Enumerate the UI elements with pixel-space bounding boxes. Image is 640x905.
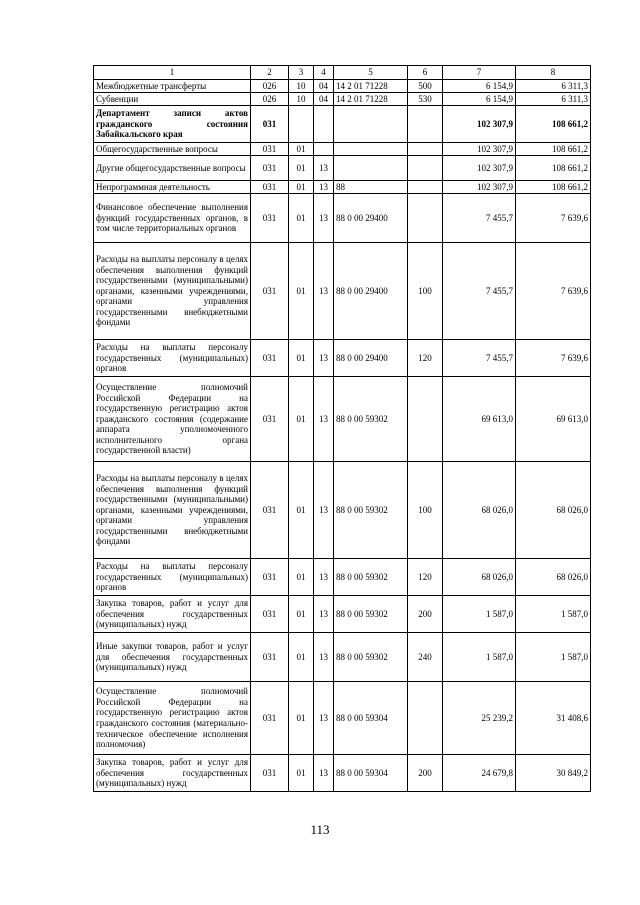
row-name-cell: Субвенции <box>94 93 251 106</box>
amount-year2-cell: 6 311,3 <box>516 80 591 93</box>
chapter-code-cell: 031 <box>251 156 289 181</box>
amount-year1-cell: 102 307,9 <box>443 143 516 156</box>
amount-year2-cell: 68 026,0 <box>516 462 591 559</box>
amount-year1-cell: 7 455,7 <box>443 194 516 243</box>
section-cell: 10 <box>289 80 314 93</box>
table-row <box>94 682 591 755</box>
subsection-cell: 04 <box>314 93 334 106</box>
amount-year1-cell: 6 154,9 <box>443 80 516 93</box>
table-row <box>94 106 591 143</box>
table-row <box>94 181 591 194</box>
target-article-cell: 88 <box>334 181 408 194</box>
row-name-cell: Финансовое обеспечение выполнения функций государственных органов, в том числе территориальных органов <box>94 194 251 243</box>
amount-year1-cell: 7 455,7 <box>443 340 516 377</box>
amount-year2-cell: 108 661,2 <box>516 181 591 194</box>
row-name-cell: Непрограммная деятельность <box>94 181 251 194</box>
expense-type-cell <box>408 181 443 194</box>
target-article-cell: 88 0 00 59302 <box>334 559 408 596</box>
page-number: 113 <box>310 822 330 837</box>
target-article-cell: 88 0 00 29400 <box>334 340 408 377</box>
section-cell: 01 <box>289 755 314 792</box>
chapter-code-cell: 031 <box>251 682 289 755</box>
amount-year2-cell: 31 408,6 <box>516 682 591 755</box>
subsection-cell: 13 <box>314 194 334 243</box>
row-name-cell: Расходы на выплаты персоналу в целях обеспечения выполнения функций государственными (муниципальными) органами, казенными учреждениями, органами управления государственными внебюджетными фондами <box>94 462 251 559</box>
subsection-cell: 13 <box>314 181 334 194</box>
table-row <box>94 633 591 682</box>
chapter-code-cell: 031 <box>251 633 289 682</box>
subsection-cell: 13 <box>314 596 334 633</box>
expense-type-cell: 500 <box>408 80 443 93</box>
target-article-cell: 88 0 00 59302 <box>334 462 408 559</box>
section-cell: 01 <box>289 559 314 596</box>
amount-year1-cell: 102 307,9 <box>443 156 516 181</box>
subsection-cell: 13 <box>314 377 334 462</box>
section-cell: 01 <box>289 340 314 377</box>
subsection-cell: 13 <box>314 682 334 755</box>
chapter-code-cell: 031 <box>251 143 289 156</box>
header-cell: 2 <box>251 66 289 80</box>
header-cell: 6 <box>408 66 443 80</box>
target-article-cell: 14 2 01 71228 <box>334 80 408 93</box>
target-article-cell <box>334 143 408 156</box>
expense-type-cell <box>408 143 443 156</box>
amount-year1-cell: 1 587,0 <box>443 633 516 682</box>
chapter-code-cell: 031 <box>251 377 289 462</box>
target-article-cell: 14 2 01 71228 <box>334 93 408 106</box>
subsection-cell: 13 <box>314 559 334 596</box>
target-article-cell: 88 0 00 29400 <box>334 243 408 340</box>
subsection-cell <box>314 143 334 156</box>
target-article-cell: 88 0 00 59304 <box>334 682 408 755</box>
table-body <box>94 66 591 792</box>
amount-year1-cell: 25 239,2 <box>443 682 516 755</box>
section-cell: 01 <box>289 156 314 181</box>
amount-year1-cell: 7 455,7 <box>443 243 516 340</box>
section-cell: 01 <box>289 633 314 682</box>
section-cell: 01 <box>289 181 314 194</box>
header-cell: 7 <box>443 66 516 80</box>
section-cell: 01 <box>289 194 314 243</box>
amount-year1-cell: 102 307,9 <box>443 181 516 194</box>
table-row <box>94 80 591 93</box>
amount-year2-cell: 108 661,2 <box>516 156 591 181</box>
header-cell: 5 <box>334 66 408 80</box>
subsection-cell: 13 <box>314 340 334 377</box>
header-row <box>94 66 591 80</box>
amount-year2-cell: 6 311,3 <box>516 93 591 106</box>
chapter-code-cell: 031 <box>251 755 289 792</box>
subsection-cell: 13 <box>314 633 334 682</box>
table-row <box>94 93 591 106</box>
row-name-cell: Иные закупки товаров, работ и услуг для обеспечения государственных (муниципальных) нужд <box>94 633 251 682</box>
subsection-cell: 13 <box>314 755 334 792</box>
amount-year2-cell: 7 639,6 <box>516 194 591 243</box>
chapter-code-cell: 031 <box>251 106 289 143</box>
row-name-cell: Закупка товаров, работ и услуг для обеспечения государственных (муниципальных) нужд <box>94 596 251 633</box>
section-cell: 01 <box>289 143 314 156</box>
expense-type-cell: 100 <box>408 243 443 340</box>
table-row <box>94 755 591 792</box>
table-row <box>94 559 591 596</box>
section-cell: 10 <box>289 93 314 106</box>
expense-type-cell <box>408 682 443 755</box>
amount-year2-cell: 7 639,6 <box>516 340 591 377</box>
chapter-code-cell: 031 <box>251 596 289 633</box>
amount-year2-cell: 69 613,0 <box>516 377 591 462</box>
expense-type-cell: 530 <box>408 93 443 106</box>
chapter-code-cell: 031 <box>251 340 289 377</box>
expense-type-cell: 100 <box>408 462 443 559</box>
row-name-cell: Расходы на выплаты персоналу в целях обеспечения выполнения функций государственными (муниципальными) органами, казенными учреждениями, органами управления государственными внебюджетными фондами <box>94 243 251 340</box>
table-row <box>94 377 591 462</box>
subsection-cell <box>314 106 334 143</box>
chapter-code-cell: 026 <box>251 80 289 93</box>
header-cell: 4 <box>314 66 334 80</box>
chapter-code-cell: 031 <box>251 194 289 243</box>
expense-type-cell: 240 <box>408 633 443 682</box>
target-article-cell: 88 0 00 29400 <box>334 194 408 243</box>
subsection-cell: 13 <box>314 156 334 181</box>
amount-year2-cell: 1 587,0 <box>516 596 591 633</box>
row-name-cell: Расходы на выплаты персоналу государственных (муниципальных) органов <box>94 340 251 377</box>
target-article-cell: 88 0 00 59302 <box>334 596 408 633</box>
amount-year1-cell: 68 026,0 <box>443 559 516 596</box>
table-row <box>94 462 591 559</box>
budget-table <box>93 65 591 792</box>
amount-year1-cell: 24 679,8 <box>443 755 516 792</box>
section-cell <box>289 106 314 143</box>
row-name-cell: Другие общегосударственные вопросы <box>94 156 251 181</box>
header-cell: 8 <box>516 66 591 80</box>
row-name-cell: Межбюджетные трансферты <box>94 80 251 93</box>
table-row <box>94 243 591 340</box>
expense-type-cell: 200 <box>408 596 443 633</box>
chapter-code-cell: 031 <box>251 462 289 559</box>
amount-year2-cell: 7 639,6 <box>516 243 591 340</box>
amount-year1-cell: 102 307,9 <box>443 106 516 143</box>
expense-type-cell: 120 <box>408 559 443 596</box>
amount-year2-cell: 68 026,0 <box>516 559 591 596</box>
target-article-cell <box>334 156 408 181</box>
row-name-cell: Закупка товаров, работ и услуг для обеспечения государственных (муниципальных) нужд <box>94 755 251 792</box>
expense-type-cell: 120 <box>408 340 443 377</box>
header-cell: 1 <box>94 66 251 80</box>
section-cell: 01 <box>289 243 314 340</box>
chapter-code-cell: 026 <box>251 93 289 106</box>
section-cell: 01 <box>289 682 314 755</box>
row-name-cell: Общегосударственные вопросы <box>94 143 251 156</box>
chapter-code-cell: 031 <box>251 181 289 194</box>
subsection-cell: 13 <box>314 243 334 340</box>
row-name-cell: Осуществление полномочий Российской Федерации на государственную регистрацию актов гражданского состояния (содержание аппарата уполномоченного исполнительного органа государственной власти) <box>94 377 251 462</box>
row-name-cell: Департамент записи актов гражданского состояния Забайкальского края <box>94 106 251 143</box>
table-row <box>94 194 591 243</box>
amount-year1-cell: 69 613,0 <box>443 377 516 462</box>
target-article-cell: 88 0 00 59304 <box>334 755 408 792</box>
expense-type-cell <box>408 156 443 181</box>
subsection-cell: 04 <box>314 80 334 93</box>
expense-type-cell <box>408 106 443 143</box>
subsection-cell: 13 <box>314 462 334 559</box>
header-cell: 3 <box>289 66 314 80</box>
amount-year2-cell: 108 661,2 <box>516 106 591 143</box>
section-cell: 01 <box>289 596 314 633</box>
amount-year1-cell: 1 587,0 <box>443 596 516 633</box>
row-name-cell: Осуществление полномочий Российской Федерации на государственную регистрацию актов гражданского состояния (материально-техническое обеспечение исполнения полномочия) <box>94 682 251 755</box>
table-row <box>94 143 591 156</box>
target-article-cell: 88 0 00 59302 <box>334 377 408 462</box>
amount-year1-cell: 6 154,9 <box>443 93 516 106</box>
expense-type-cell: 200 <box>408 755 443 792</box>
table-row <box>94 156 591 181</box>
expense-type-cell <box>408 194 443 243</box>
section-cell: 01 <box>289 377 314 462</box>
chapter-code-cell: 031 <box>251 559 289 596</box>
amount-year1-cell: 68 026,0 <box>443 462 516 559</box>
expense-type-cell <box>408 377 443 462</box>
table-row <box>94 340 591 377</box>
amount-year2-cell: 108 661,2 <box>516 143 591 156</box>
amount-year2-cell: 30 849,2 <box>516 755 591 792</box>
table-row <box>94 596 591 633</box>
section-cell: 01 <box>289 462 314 559</box>
target-article-cell <box>334 106 408 143</box>
chapter-code-cell: 031 <box>251 243 289 340</box>
row-name-cell: Расходы на выплаты персоналу государственных (муниципальных) органов <box>94 559 251 596</box>
amount-year2-cell: 1 587,0 <box>516 633 591 682</box>
target-article-cell: 88 0 00 59302 <box>334 633 408 682</box>
